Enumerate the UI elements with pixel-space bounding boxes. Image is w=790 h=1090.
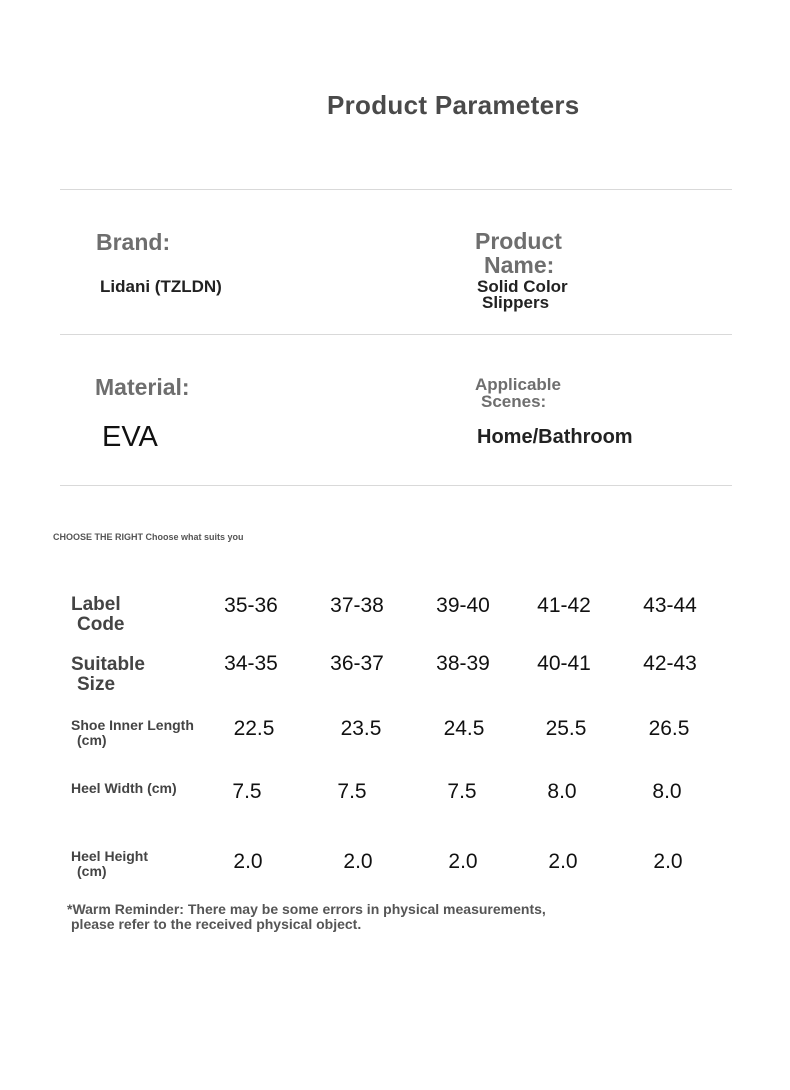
warm-reminder-line2: please refer to the received physical object. xyxy=(71,916,362,932)
material-label: Material: xyxy=(95,374,190,400)
divider xyxy=(60,485,732,486)
size-row-label-line1: Shoe Inner Length xyxy=(71,717,194,733)
page-title: Product Parameters xyxy=(327,90,580,120)
size-row-label-line1: Heel Height xyxy=(71,848,149,864)
choose-heading: CHOOSE THE RIGHT Choose what suits you xyxy=(53,532,244,542)
size-cell: 34-35 xyxy=(224,652,278,675)
applicable-scenes-value: Home/Bathroom xyxy=(477,426,633,448)
size-cell: 36-37 xyxy=(330,652,384,675)
size-cell: 37-38 xyxy=(330,594,384,617)
divider xyxy=(60,189,732,190)
size-row-label-line1: Heel Width (cm) xyxy=(71,780,177,796)
product-name-label-line2: Name: xyxy=(484,252,555,278)
product-name-label xyxy=(475,229,562,277)
size-cell: 8.0 xyxy=(547,780,577,803)
size-row-label xyxy=(71,595,125,635)
product-name-value-line1: Solid Color xyxy=(477,277,568,296)
size-cell: 7.5 xyxy=(447,780,477,803)
size-cell: 43-44 xyxy=(643,594,697,617)
material-value: EVA xyxy=(102,421,158,453)
size-cell: 39-40 xyxy=(436,594,490,617)
size-cell: 7.5 xyxy=(232,780,262,803)
product-name-value-line2: Slippers xyxy=(482,293,550,312)
size-row-label xyxy=(71,849,148,879)
size-cell: 2.0 xyxy=(653,850,683,873)
size-cell: 7.5 xyxy=(337,780,367,803)
size-row-label-line2: (cm) xyxy=(77,863,107,879)
size-cell: 41-42 xyxy=(537,594,591,617)
warm-reminder xyxy=(67,902,546,932)
size-cell: 40-41 xyxy=(537,652,591,675)
size-row-label xyxy=(71,655,145,695)
size-cell: 23.5 xyxy=(340,717,382,740)
size-row-label xyxy=(71,781,177,796)
size-row-label-line2: Size xyxy=(77,674,116,695)
size-cell: 22.5 xyxy=(233,717,275,740)
size-row-label xyxy=(71,718,194,748)
applicable-scenes-label-line2: Scenes: xyxy=(481,392,547,411)
size-cell: 38-39 xyxy=(436,652,490,675)
size-cell: 25.5 xyxy=(545,717,587,740)
size-cell: 26.5 xyxy=(648,717,690,740)
brand-value: Lidani (TZLDN) xyxy=(100,277,222,296)
size-row-label-line2: (cm) xyxy=(77,732,107,748)
size-cell: 42-43 xyxy=(643,652,697,675)
size-cell: 2.0 xyxy=(233,850,263,873)
size-row-label-line1: Suitable xyxy=(71,654,145,675)
size-cell: 8.0 xyxy=(652,780,682,803)
size-row-label-line2: Code xyxy=(77,614,125,635)
size-cell: 2.0 xyxy=(448,850,478,873)
brand-label: Brand: xyxy=(96,229,171,255)
size-cell: 35-36 xyxy=(224,594,278,617)
warm-reminder-line1: *Warm Reminder: There may be some errors in physical measurements, xyxy=(67,901,546,917)
size-cell: 24.5 xyxy=(443,717,485,740)
size-cell: 2.0 xyxy=(548,850,578,873)
applicable-scenes-label xyxy=(475,376,561,410)
product-name-value xyxy=(477,279,568,311)
divider xyxy=(60,334,732,335)
size-row-label-line1: Label xyxy=(71,594,121,615)
product-name-label-line1: Product xyxy=(475,228,562,254)
applicable-scenes-label-line1: Applicable xyxy=(475,375,561,394)
size-cell: 2.0 xyxy=(343,850,373,873)
